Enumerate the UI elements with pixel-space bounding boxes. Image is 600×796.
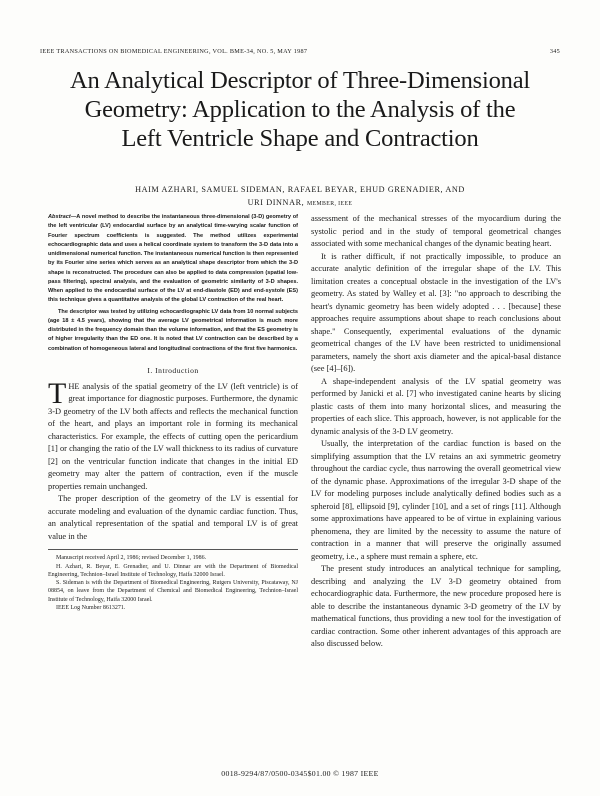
intro-paragraph-1 (48, 376, 298, 494)
author-list (70, 183, 530, 211)
running-header (40, 48, 560, 55)
right-paragraph-1: assessment of the mechanical stresses of the myocardium during the systolic period and in the study of temporal geometrical changes associated with some mechanical changes of the dynamic beating heart. (311, 214, 561, 248)
footnote-affiliation-1: H. Azhari, R. Beyar, E. Grenadier, and U. Dinnar are with the Department of Biomedical Engineering, Technion–Israel Institute of Technology, Haifa 32000 Israel. (48, 563, 298, 578)
journal-name: IEEE TRANSACTIONS ON BIOMEDICAL ENGINEERING, VOL. BME-34, NO. 5, MAY 1987 (40, 48, 308, 55)
right-paragraph-3: A shape-independent analysis of the LV spatial geometry was performed by Janicki et al. [7] who investigated canine hearts by slicing plastic casts of them into many horizontal slices, and measuring the properties of each slice. This approach, however, is not applicable for the dynamic analysis of the 3-D LV geometry. (311, 376, 561, 436)
authors-line-2 (70, 196, 530, 211)
right-column (311, 213, 561, 651)
copyright-footer: 0018-9294/87/0500-0345$01.00 © 1987 IEEE (221, 769, 379, 778)
intro-text-1: HE analysis of the spatial geometry of the LV (left ventricle) is of great importance for diagnostic purposes. Furthermore, the dynamic 3-D geometry of the LV both affects and reflects the mechanical function of the heart, and plays an important role in forming its mechanical characteristics. For example, the effects of cutting open the pericardium [1] or changing the ratio of the LV wall thickness to its radius of curvature [2] on the ventricular function indicate that changes in the initial ED geometry may alter the pattern of contraction, even if the muscle properties remain unchanged. (48, 381, 298, 491)
abstract-paragraph-2: The descriptor was tested by utilizing echocardiographic LV data from 10 normal subjects (age 18 ± 4.5 years), showing that the average LV geometrical information is much more distributed in the frequency domain than the volume information, and that the ES geometry is of higher irregularity than the ED one. It is noted that LV contraction can be described by a combination of homogeneous lateral and longitudinal contractions of the first five harmonics. (48, 308, 298, 352)
footnote-divider (48, 549, 298, 550)
page-number: 345 (549, 48, 560, 55)
right-paragraph-4: Usually, the interpretation of the cardiac function is based on the simplifying assumption that the LV retains an axi symmetric geometry throughout the cardiac cycle, thus narrowing the overall geometrical view of the dynamic phase. Approximations of the irregular 3-D shape of the LV for modeling purposes include analytically defined bodies such as a spheroid [8], ellipsoid [9], cylinder [10], and a set of rings [11]. Although some approximations have appeared to be of virtue in explaining various phenomena, they are limited by the necessity to assume the nature of contraction in a manner that will preserve the originally assumed geometry, i.e., a sphere must remain a sphere, etc. (311, 439, 561, 561)
abstract-text-1: —A novel method to describe the instantaneous three-dimensional (3-D) geometry of the left ventricular (LV) endocardial surface by an analytical time-varying scalar function of Fourier spectrum coefficients is suggested. The method utilizes experimental echocardiographic data and uses a helical coordinate system to transform the 3-D data into a unidimensional numerical function. The instantaneous numerical function is then represented by its Fourier sine series which serves as an analytical shape descriptor from which the 3-D shape is reconstructed. The procedure can also be applied to data compression (spatial low-pass filtering), spectral analysis, and the evaluation of geometric similarity of 3-D shapes. When applied to the endocardial surface of the LV at end-diastole (ED) and end-systole (ES) this technique gives a quantitative analysis of the global LV contraction of the real heart. (48, 214, 298, 304)
abstract-paragraph-1 (48, 213, 298, 306)
left-column (48, 213, 298, 612)
footnote-log-number: IEEE Log Number 8613271. (56, 605, 126, 612)
footnotes (48, 554, 298, 612)
title-line-3: Left Ventricle Shape and Contraction (121, 125, 479, 152)
paper-title (40, 66, 560, 153)
abstract-lead: Abstract (48, 214, 71, 220)
title-line-2: Geometry: Application to the Analysis of the (84, 96, 516, 123)
author-membership: MEMBER, IEEE (306, 201, 353, 207)
author-name-last: URI DINNAR, (247, 198, 305, 207)
right-paragraph-2: It is rather difficult, if not practically impossible, to produce an accurate analytic definition of the irregular shape of the LV. This limitation creates a conceptual obstacle in the investigation of the LV's geometry. As stated by Walley et al. [3]: "no approach to describing the heart's dynamic geometry has been widely adopted . . . [because] these approaches require assumptions about shape to reach conclusions about shape." Consequently, experimental evaluations of the dynamic geometrical changes of the LV have been restricted to unidimensional parameters, namely the short axis diameter and the apical-basal distance (see [4]–[6]). (311, 251, 561, 373)
footnote-manuscript: Manuscript received April 2, 1986; revised December 1, 1986. (56, 555, 207, 562)
section-heading: I. Introduction (147, 365, 199, 375)
footnote-affiliation-2: S. Sideman is with the Department of Biomedical Engineering, Rutgers University, Piscataway, NJ 08854, on leave from the Department of Chemical and Biomedical Engineering, Technion–Israel Institute of Technology, Haifa 32000 Israel. (48, 580, 298, 603)
authors-line-1: HAIM AZHARI, SAMUEL SIDEMAN, RAFAEL BEYAR, EHUD GRENADIER, AND (135, 185, 465, 194)
title-line-1: An Analytical Descriptor of Three-Dimensional (70, 67, 530, 94)
right-paragraph-5: The present study introduces an analytical technique for sampling, describing and analyzing the LV 3-D geometry obtained from echocardiographic data. Furthermore, the new procedure proposed here is able to describe the instantaneous dynamic 3-D geometry of the LV by mathematical functions, thus providing a new tool for the investigation of cardiac contraction. Some other inherent advantages of this approach are also discussed below. (311, 564, 561, 648)
intro-paragraph-2: The proper description of the geometry of the LV is essential for accurate modeling and evaluation of the dynamic cardiac function. Thus, an analytical representation of the spatial and temporal LV is of great value in the (48, 494, 298, 541)
drop-cap: T (48, 376, 67, 410)
